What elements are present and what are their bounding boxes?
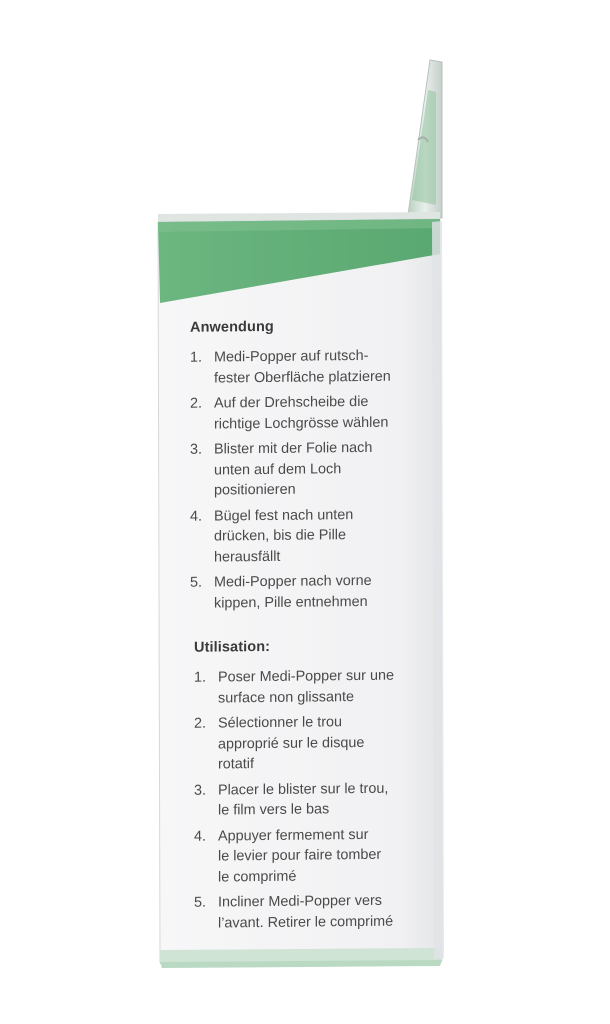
- step-number: 2.: [190, 395, 203, 412]
- step-number: 4.: [190, 508, 203, 525]
- french-section: [194, 638, 394, 939]
- list-item: [194, 778, 394, 821]
- step-text: Placer le blister sur le trou, le film vers le bas: [218, 780, 389, 819]
- german-heading: Anwendung: [190, 318, 274, 336]
- step-number: 1.: [194, 669, 207, 686]
- step-text: Appuyer fermement sur le levier pour faire tomber le comprimé: [218, 826, 382, 885]
- step-text: Medi-Popper auf rutsch- fester Oberfläche platzieren: [214, 347, 391, 387]
- step-text: Incliner Medi-Popper vers l’avant. Retirer le comprimé: [218, 892, 394, 931]
- german-section: [190, 318, 391, 619]
- list-item: [190, 346, 391, 389]
- list-item: [190, 438, 391, 502]
- french-steps: [194, 666, 394, 934]
- german-steps: [190, 346, 391, 614]
- list-item: [190, 504, 391, 568]
- list-item: [194, 666, 394, 709]
- list-item: [190, 392, 391, 435]
- step-text: Blister mit der Folie nach unten auf dem Loch positionieren: [214, 439, 373, 499]
- step-text: Sélectionner le trou approprié sur le disque rotatif: [218, 714, 365, 773]
- step-text: Bügel fest nach unten drücken, bis die Pille herausfällt: [214, 506, 354, 566]
- step-number: 4.: [194, 828, 207, 845]
- list-item: [190, 571, 391, 614]
- list-item: [194, 891, 394, 934]
- step-number: 2.: [194, 715, 207, 732]
- french-heading: Utilisation:: [194, 638, 271, 656]
- step-text: Auf der Drehscheibe die richtige Lochgrösse wählen: [214, 393, 389, 433]
- list-item: [194, 712, 394, 776]
- top-flap-tab: [408, 60, 442, 218]
- step-number: 3.: [190, 441, 203, 458]
- step-number: 1.: [190, 349, 203, 366]
- step-number: 5.: [190, 574, 203, 591]
- list-item: [194, 824, 394, 888]
- step-number: 5.: [194, 894, 207, 911]
- step-text: Medi-Popper nach vorne kippen, Pille entnehmen: [214, 572, 372, 612]
- step-text: Poser Medi-Popper sur une surface non glissante: [218, 667, 394, 706]
- step-number: 3.: [194, 782, 207, 799]
